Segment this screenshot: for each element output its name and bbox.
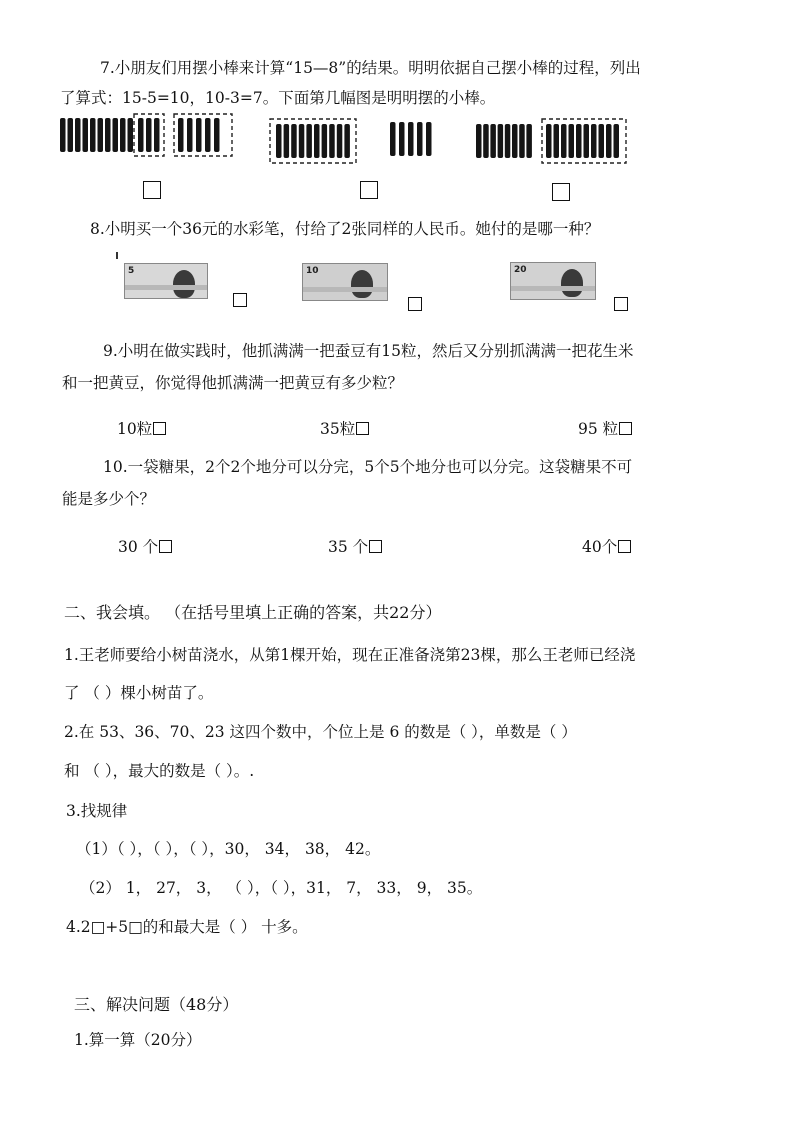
s2-q1-line2: 了 （ ）棵小树苗了。 xyxy=(64,684,214,702)
q7-checkbox-1[interactable] xyxy=(143,181,161,199)
checkbox-icon[interactable] xyxy=(369,540,382,553)
stick xyxy=(178,118,184,152)
q9-option-1-label: 10粒 xyxy=(117,420,153,438)
q10-option-3[interactable] xyxy=(582,535,631,557)
stick xyxy=(498,124,504,158)
q7-line2: 了算式：15-5=10，10-3=7。下面第几幅图是明明摆的小棒。 xyxy=(60,89,496,107)
q10-line1: 10.一袋糖果，2个2个地分可以分完，5个5个地分也可以分完。这袋糖果不可 xyxy=(103,458,633,476)
q10-option-2-label: 35 个 xyxy=(328,538,369,556)
stick xyxy=(322,124,328,158)
note-band xyxy=(125,285,207,290)
q10-option-2[interactable] xyxy=(328,535,382,557)
stick xyxy=(105,118,111,152)
section3-title: 三、解决问题（48分） xyxy=(74,995,239,1014)
q8-checkbox-2[interactable] xyxy=(408,297,422,311)
q7-checkbox-2[interactable] xyxy=(360,181,378,199)
banknote-5-value: 5 xyxy=(128,266,135,276)
s2-q3-title: 3.找规律 xyxy=(66,802,128,820)
stick xyxy=(83,118,89,152)
banknote-10-value: 10 xyxy=(306,266,319,276)
stick xyxy=(113,118,119,152)
stick xyxy=(75,118,81,152)
stick xyxy=(187,118,193,152)
checkbox-icon[interactable] xyxy=(153,422,166,435)
stick xyxy=(426,122,432,156)
q9-line1: 9.小明在做实践时，他抓满满一把蚕豆有15粒，然后又分别抓满满一把花生米 xyxy=(103,342,634,360)
stick xyxy=(490,124,496,158)
stick xyxy=(337,124,343,158)
q9-option-3-label: 95 粒 xyxy=(578,420,619,438)
q10-option-3-label: 40个 xyxy=(582,538,618,556)
q9-option-2[interactable] xyxy=(320,417,369,439)
stick xyxy=(614,124,620,158)
stick xyxy=(526,124,532,158)
stick xyxy=(505,124,511,158)
stick xyxy=(68,118,74,152)
checkbox-icon[interactable] xyxy=(159,540,172,553)
q8-checkbox-3[interactable] xyxy=(614,297,628,311)
checkbox-icon[interactable] xyxy=(619,422,632,435)
q10-option-1[interactable] xyxy=(118,535,172,557)
stick xyxy=(408,122,414,156)
stick xyxy=(512,124,518,158)
stick xyxy=(417,122,423,156)
stick xyxy=(584,124,590,158)
stick xyxy=(205,118,211,152)
mark-icon xyxy=(116,252,118,259)
note-band xyxy=(511,286,595,291)
stick-figures xyxy=(58,110,638,170)
note-band xyxy=(303,287,387,292)
q10-line2: 能是多少个？ xyxy=(62,490,156,508)
stick xyxy=(344,124,350,158)
stick xyxy=(576,124,582,158)
banknote-10-image xyxy=(302,263,388,301)
stick xyxy=(483,124,489,158)
q8-checkbox-1[interactable] xyxy=(233,293,247,307)
q9-line2: 和一把黄豆，你觉得他抓满满一把黄豆有多少粒？ xyxy=(62,374,404,392)
s2-q3-line2: （2） 1， 27， 3， （ ），（ ），31， 7， 33， 9， 35。 xyxy=(80,879,483,897)
stick xyxy=(120,118,126,152)
stick xyxy=(60,118,66,152)
q9-option-3[interactable] xyxy=(578,417,632,439)
stick xyxy=(546,124,552,158)
portrait-icon xyxy=(561,269,583,297)
stick xyxy=(561,124,567,158)
q7-line1: 7.小朋友们用摆小棒来计算“15—8”的结果。明明依据自己摆小棒的过程，列出 xyxy=(100,59,641,77)
banknote-20-value: 20 xyxy=(514,265,527,275)
s2-q1-line1: 1.王老师要给小树苗浇水，从第1棵开始，现在正准备浇第23棵，那么王老师已经浇 xyxy=(64,646,636,664)
stick xyxy=(276,124,282,158)
portrait-icon xyxy=(173,270,195,298)
stick xyxy=(306,124,312,158)
q10-option-1-label: 30 个 xyxy=(118,538,159,556)
q8-line1: 8.小明买一个36元的水彩笔，付给了2张同样的人民币。她付的是哪一种？ xyxy=(90,220,600,238)
stick xyxy=(599,124,605,158)
q7-checkbox-3[interactable] xyxy=(552,183,570,201)
q9-option-1[interactable] xyxy=(117,417,166,439)
q9-option-2-label: 35粒 xyxy=(320,420,356,438)
checkbox-icon[interactable] xyxy=(356,422,369,435)
stick xyxy=(476,124,482,158)
checkbox-icon[interactable] xyxy=(618,540,631,553)
stick xyxy=(329,124,335,158)
section2-title: 二、我会填。 （在括号里填上正确的答案，共22分） xyxy=(64,603,442,622)
stick xyxy=(196,118,202,152)
stick xyxy=(284,124,290,158)
stick xyxy=(98,118,104,152)
stick xyxy=(146,118,152,152)
stick xyxy=(291,124,297,158)
s2-q3-line1: （1）（ ），（ ），（ ），30， 34， 38， 42。 xyxy=(76,840,381,858)
stick xyxy=(214,118,220,152)
banknote-20-image xyxy=(510,262,596,300)
s2-q4: 4.2□+5□的和最大是（ ） 十多。 xyxy=(66,918,308,936)
banknote-5-image xyxy=(124,263,208,299)
stick xyxy=(154,118,160,152)
stick xyxy=(314,124,320,158)
stick xyxy=(390,122,396,156)
stick xyxy=(554,124,560,158)
stick xyxy=(399,122,405,156)
s2-q2-line1: 2.在 53、36、70、23 这四个数中，个位上是 6 的数是（ ），单数是（ ） xyxy=(64,723,577,741)
stick xyxy=(128,118,134,152)
stick xyxy=(138,118,144,152)
stick xyxy=(606,124,612,158)
stick xyxy=(591,124,597,158)
s3-q1: 1.算一算（20分） xyxy=(74,1031,202,1049)
stick xyxy=(569,124,575,158)
portrait-icon xyxy=(351,270,373,298)
s2-q2-line2: 和 （ ），最大的数是（ ）。. xyxy=(64,762,255,780)
stick xyxy=(90,118,96,152)
dashed-group-box xyxy=(270,119,356,163)
stick xyxy=(299,124,305,158)
stick xyxy=(519,124,525,158)
